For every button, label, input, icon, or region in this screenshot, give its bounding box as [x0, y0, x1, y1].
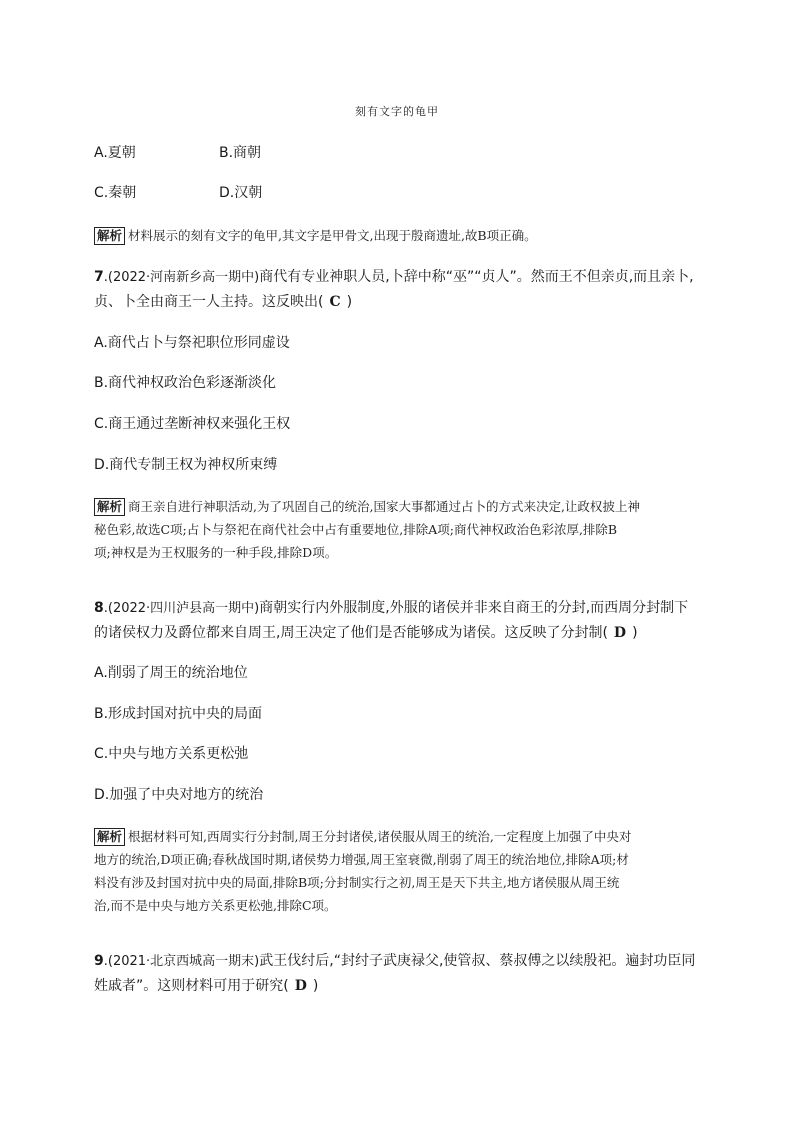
q6-analysis	[94, 224, 724, 247]
q7-analysis-line1: 商王亲自进行神职活动,为了巩固自己的统治,国家大事都通过占卜的方式来决定,让政权披上神	[128, 499, 640, 514]
q8-number: 8	[94, 600, 104, 616]
q9-stem-line2	[94, 976, 714, 996]
q7-analysis-line2: 秘色彩,故选C项;占卜与祭祀在商代社会中占有重要地位,排除A项;商代神权政治色彩浓厚,排除B	[94, 522, 618, 537]
q6-analysis-text: 材料展示的刻有文字的龟甲,其文字是甲骨文,出现于殷商遗址,故B项正确。	[128, 228, 537, 243]
q9-stem-text2: 姓戚者”。这则材料可用于研究(	[94, 978, 289, 994]
q7-answer: C	[329, 294, 341, 310]
q8-option-a: A.削弱了周王的统治地位	[94, 665, 248, 681]
q8-stem-close: )	[632, 625, 638, 641]
analysis-tag: 解析	[94, 227, 125, 245]
q9-stem-close: )	[312, 978, 319, 994]
q8-analysis-line3: 料没有涉及封国对抗中央的局面,排除B项;分封制实行之初,周王是天下共主,地方诸侯服从周王统	[94, 875, 620, 890]
analysis-tag: 解析	[94, 828, 125, 846]
figure-caption: 刻有文字的龟甲	[355, 105, 439, 118]
q7-option-d: D.商代专制王权为神权所束缚	[94, 457, 278, 473]
q8-analysis	[94, 825, 724, 917]
q7-option-c: C.商王通过垄断神权来强化王权	[94, 416, 291, 432]
q9-stem-line1	[94, 951, 714, 972]
q8-option-d: D.加强了中央对地方的统治	[94, 787, 264, 803]
q8-analysis-line1: 根据材料可知,西周实行分封制,周王分封诸侯,诸侯服从周王的统治,一定程度上加强了中央对	[128, 829, 632, 844]
q8-stem-text2: 的诸侯权力及爵位都来自周王,周王决定了他们是否能够成为诸侯。这反映了分封制(	[94, 625, 608, 641]
q7-analysis-line3: 项;神权是为王权服务的一种手段,排除D项。	[94, 545, 338, 560]
q9-stem-text1: 武王伐纣后,“封纣子武庚禄父,使管叔、蔡叔傅之以续殷祀。遍封功臣同	[259, 953, 696, 969]
q6-option-d: D.汉朝	[219, 185, 263, 201]
q8-option-b: B.形成封国对抗中央的局面	[94, 706, 263, 722]
q9-source: .(2021·北京西城高一期末)	[103, 954, 260, 969]
q7-stem-text2: 贞、卜全由商王一人主持。这反映出(	[94, 294, 324, 310]
q8-option-c: C.中央与地方关系更松弛	[94, 746, 249, 762]
q8-analysis-line2: 地方的统治,D项正确;春秋战国时期,诸侯势力增强,周王室衰微,削弱了周王的统治地位,排除A项;材	[94, 852, 629, 867]
q8-analysis-line4: 治,而不是中央与地方关系更松弛,排除C项。	[94, 898, 337, 913]
q8-stem-line1	[94, 598, 714, 619]
q8-stem-text1: 商朝实行内外服制度,外服的诸侯并非来自商王的分封,而西周分封制下	[259, 600, 689, 616]
q7-option-b: B.商代神权政治色彩逐渐淡化	[94, 375, 277, 391]
analysis-tag: 解析	[94, 498, 125, 516]
q6-option-c: C.秦朝	[94, 185, 137, 201]
q7-analysis	[94, 495, 724, 564]
q7-stem-text1: 商代有专业神职人员,卜辞中称“巫”“贞人”。然而王不但亲贞,而且亲卜,	[259, 269, 694, 285]
q7-number: 7	[94, 269, 104, 285]
q9-answer: D	[294, 978, 307, 994]
q7-stem-line1	[94, 267, 714, 288]
q8-source: .(2022·四川泸县高一期中)	[103, 601, 260, 616]
q7-stem-close: )	[346, 294, 353, 310]
q8-answer: D	[613, 625, 627, 641]
q6-option-a: A.夏朝	[94, 145, 136, 161]
q7-source: .(2022·河南新乡高一期中)	[103, 270, 260, 285]
q7-option-a: A.商代占卜与祭祀职位形同虚设	[94, 335, 290, 351]
q8-stem-line2	[94, 623, 714, 643]
q9-number: 9	[94, 953, 104, 969]
q6-option-b: B.商朝	[219, 145, 262, 161]
q7-stem-line2	[94, 292, 714, 312]
